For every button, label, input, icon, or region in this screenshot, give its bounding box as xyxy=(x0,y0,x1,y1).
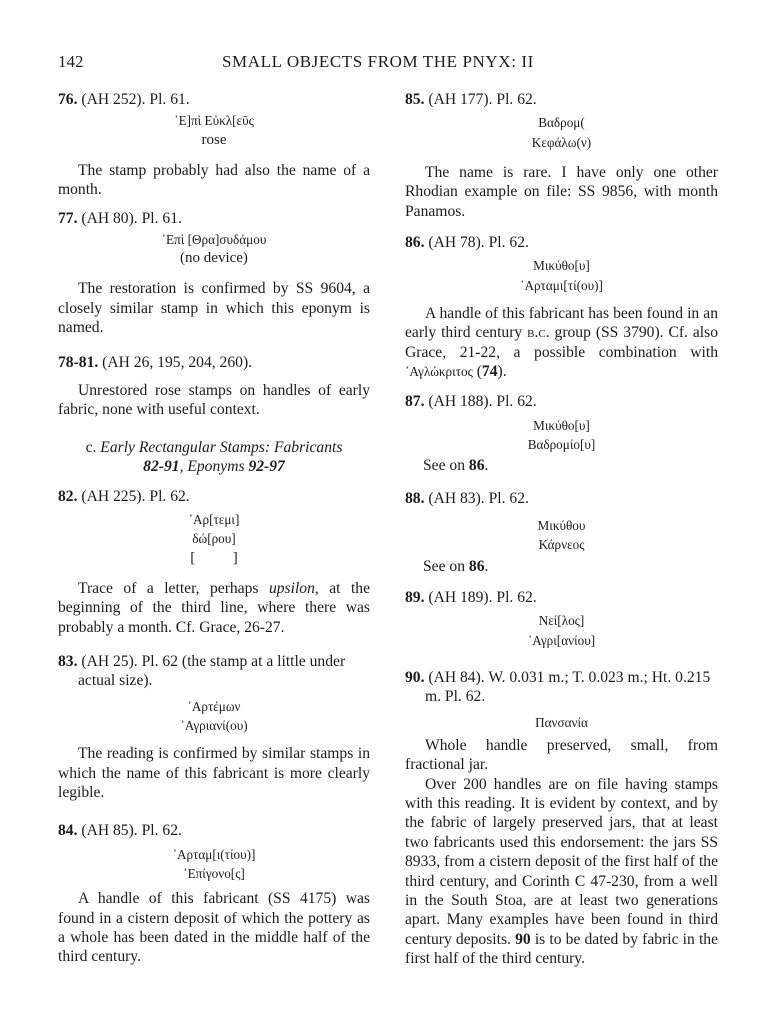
entry-text: The name is rare. I have only one other Rhodian example on file: SS 9856, with month Panamos. xyxy=(405,163,718,220)
entry-heading xyxy=(405,392,718,411)
entry-reference: (AH 80). Pl. 61. xyxy=(77,209,182,227)
entry-86 xyxy=(405,233,718,381)
stamp-line: ᾿Αρ[τεμι] xyxy=(188,512,240,528)
section-mid: , Eponyms xyxy=(179,458,249,476)
running-title: SMALL OBJECTS FROM THE PNYX: II xyxy=(222,52,534,71)
stamp-inscription xyxy=(405,713,718,732)
entry-number: 83. xyxy=(58,652,78,670)
entry-77 xyxy=(58,209,370,338)
entry-number: 85. xyxy=(405,91,425,108)
entry-heading xyxy=(58,353,370,372)
stamp-line: (no device) xyxy=(180,250,248,267)
right-column xyxy=(405,90,718,969)
entry-text: Over 200 handles are on file having stamps with this reading. It is evident by context, and by the fabric of largely preserved jars, that at least two fabricants used this endorsement: the jars SS 8933, from a cistern deposit of the first half of the third century, and Corinth C 47-230, from a well in the South Stoa, are at least two generations apart. Many examples have been found in third century deposits. 90 is to be dated by fabric in the first half of the third century. xyxy=(405,775,718,968)
entry-text: A handle of this fabricant has been found in an early third century b.c. group (SS 3790). Cf. also Grace, 21-22, a possible combination with ᾿Αγλώκριτος (74). xyxy=(405,304,718,381)
entry-reference: (AH 177). Pl. 62. xyxy=(424,91,537,108)
stamp-line: ᾿Επὶ [Θρα]συδάμου xyxy=(161,232,267,248)
left-column xyxy=(58,90,370,967)
entry-text: See on 86. xyxy=(423,557,489,575)
entry-reference: (AH 78). Pl. 62. xyxy=(424,234,529,252)
entry-heading xyxy=(405,233,718,252)
stamp-inscription xyxy=(58,230,370,268)
stamp-line: Βαδρομ( xyxy=(538,115,585,131)
stamp-line: Μικύθο[υ] xyxy=(533,258,590,274)
entry-reference: (AH 225). Pl. 62. xyxy=(77,487,190,505)
stamp-line: Κεφάλω(ν) xyxy=(531,134,592,150)
stamp-inscription xyxy=(58,510,370,568)
stamp-inscription xyxy=(58,111,370,149)
entry-number: 89. xyxy=(405,588,425,606)
entry-text: Unrestored rose stamps on handles of early fabric, none with useful context. xyxy=(58,382,370,419)
entry-heading xyxy=(405,90,718,109)
stamp-line: ᾿Αγρι[ανίου] xyxy=(527,632,596,648)
stamp-line: ᾿Αρτέμων xyxy=(187,698,241,714)
entry-reference: (AH 26, 195, 204, 260). xyxy=(98,353,253,371)
entry-heading xyxy=(58,652,370,691)
entry-heading xyxy=(58,487,370,506)
entry-76 xyxy=(58,90,370,200)
entry-87 xyxy=(405,392,718,475)
entry-text: The reading is confirmed by similar stamps in which the name of this fabricant is more clearly legible. xyxy=(58,745,370,801)
entry-88 xyxy=(405,489,718,576)
stamp-line: Κάρνεος xyxy=(538,537,585,553)
stamp-line: ᾿Αρταμι[τί(ου)] xyxy=(520,277,603,293)
entry-78-81 xyxy=(58,353,370,420)
entry-number: 84. xyxy=(58,822,78,840)
page-header xyxy=(0,52,777,82)
entry-number: 87. xyxy=(405,393,425,411)
stamp-line: Βαδρομίο[υ] xyxy=(527,437,596,453)
entry-number: 77. xyxy=(58,209,78,227)
entry-text: Trace of a letter, perhaps upsilon, at the beginning of the third line, where there was probably a month. Cf. Grace, 26-27. xyxy=(58,579,370,636)
entry-heading xyxy=(58,209,370,228)
entry-number: 82. xyxy=(58,487,78,505)
stamp-inscription xyxy=(58,845,370,883)
stamp-line: Πανσανία xyxy=(535,714,588,730)
section-heading xyxy=(58,438,370,477)
stamp-inscription xyxy=(405,516,718,554)
entry-reference: (AH 252). Pl. 61. xyxy=(77,91,190,108)
stamp-line: Μικύθου xyxy=(537,518,586,534)
stamp-inscription xyxy=(405,416,718,454)
section-range: 82-91 xyxy=(143,458,180,476)
entry-heading xyxy=(405,668,718,707)
stamp-line: rose xyxy=(201,131,227,148)
stamp-line: ᾿Αρταμ[ι(τίου)] xyxy=(172,846,256,862)
stamp-line: Νεί[λος] xyxy=(538,613,585,629)
entry-reference: (AH 189). Pl. 62. xyxy=(424,588,537,606)
entry-reference: (AH 84). W. 0.031 m.; T. 0.023 m.; Ht. 0.215 m. Pl. 62. xyxy=(424,668,711,706)
entry-85 xyxy=(405,90,718,221)
entry-text: A handle of this fabricant (SS 4175) was found in a cistern deposit of which the pottery as a whole has been dated in the middle half of the third century. xyxy=(58,890,370,966)
entry-number: 88. xyxy=(405,489,425,507)
entry-text: The restoration is confirmed by SS 9604, a closely similar stamp in which this eponym is named. xyxy=(58,280,370,337)
stamp-inscription xyxy=(405,113,718,151)
entry-reference: (AH 83). Pl. 62. xyxy=(424,489,529,507)
stamp-line: ᾿Ε]πὶ Εὐκλ[εῦς xyxy=(174,113,254,129)
entry-text: Whole handle preserved, small, from fractional jar. xyxy=(405,736,718,774)
entry-number: 78-81. xyxy=(58,353,99,371)
section-range: 92-97 xyxy=(248,458,285,476)
entry-reference: (AH 85). Pl. 62. xyxy=(77,822,182,840)
entry-reference: (AH 25). Pl. 62 (the stamp at a little under actual size). xyxy=(77,652,346,690)
entry-heading xyxy=(58,821,370,840)
stamp-inscription xyxy=(405,256,718,294)
stamp-line: ᾿Επίγονο[ς] xyxy=(183,865,245,881)
stamp-line: δώ[ρου] xyxy=(192,531,236,547)
entry-90 xyxy=(405,668,718,969)
stamp-inscription xyxy=(405,611,718,649)
entry-83 xyxy=(58,652,370,802)
entry-reference: (AH 188). Pl. 62. xyxy=(424,393,537,411)
stamp-line: Μικύθο[υ] xyxy=(533,417,590,433)
stamp-inscription xyxy=(58,697,370,735)
entry-text: The stamp probably had also the name of a month. xyxy=(58,161,370,199)
page-number: 142 xyxy=(58,52,84,71)
entry-text: See on 86. xyxy=(423,457,489,475)
entry-heading xyxy=(405,489,718,508)
stamp-line: [ ] xyxy=(190,549,238,566)
entry-89 xyxy=(405,588,718,650)
section-prefix: c. xyxy=(85,438,101,456)
entry-heading xyxy=(58,90,370,109)
entry-82 xyxy=(58,487,370,637)
stamp-line: ᾿Αγριανί(ου) xyxy=(180,717,248,733)
entry-number: 86. xyxy=(405,234,425,252)
entry-number: 76. xyxy=(58,91,78,108)
entry-number: 90. xyxy=(405,668,425,686)
entry-heading xyxy=(405,588,718,607)
section-title: Early Rectangular Stamps: Fabricants xyxy=(100,438,343,456)
entry-84 xyxy=(58,821,370,966)
